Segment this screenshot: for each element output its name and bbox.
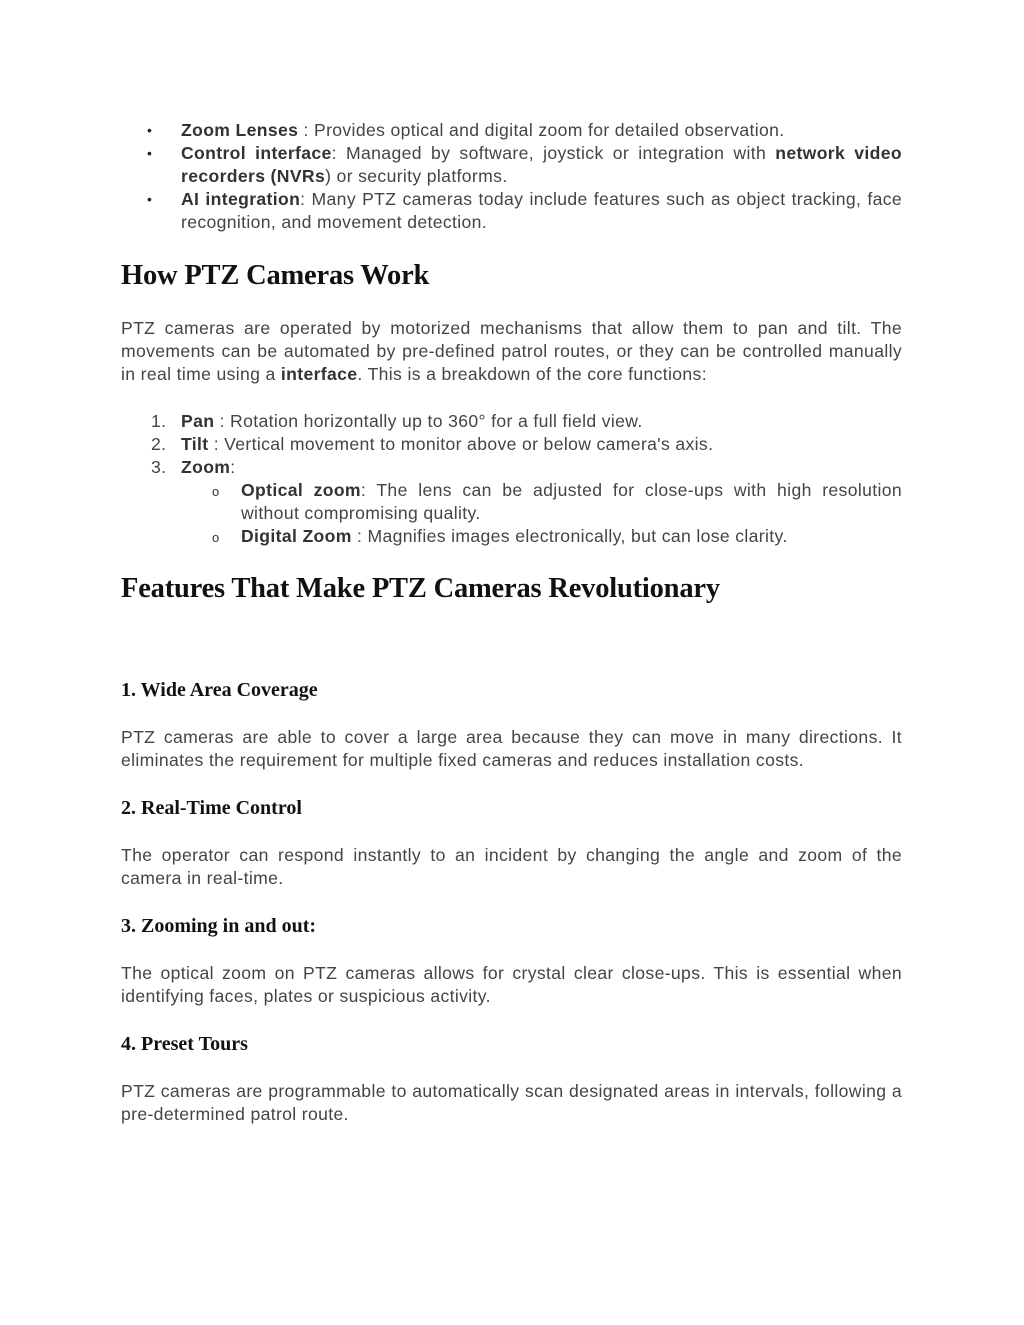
bullet-text: : Managed by software, joystick or integration with [331, 143, 776, 163]
feature-heading-real-time: 2. Real-Time Control [121, 797, 302, 819]
list-text: : Rotation horizontally up to 360° for a full field view. [214, 411, 643, 431]
core-functions-list [121, 410, 902, 548]
paragraph-strong: interface [280, 364, 358, 384]
bullet-text: : Many PTZ cameras today include features such as object tracking, face recognition, and movement detection. [181, 189, 902, 232]
sub-item-digital-zoom [181, 525, 902, 548]
document-page [121, 119, 902, 1126]
bullet-term: AI integration [181, 189, 301, 209]
circle-bullet-icon: o [212, 484, 220, 499]
bullet-icon: • [147, 145, 153, 161]
section-paragraph [121, 317, 902, 386]
zoom-sub-list [181, 479, 902, 548]
list-text: : Vertical movement to monitor above or below camera's axis. [208, 434, 714, 454]
sub-item-text: : Magnifies images electronically, but can lose clarity. [351, 526, 788, 546]
sub-item-term: Digital Zoom [241, 526, 352, 546]
section-title-features: Features That Make PTZ Cameras Revolutionary [121, 573, 720, 604]
bullet-icon: • [147, 191, 153, 207]
list-item-zoom [121, 456, 902, 548]
feature-heading-zooming: 3. Zooming in and out: [121, 915, 317, 937]
list-number: 1. [151, 411, 167, 431]
bullet-item-ai-integration [121, 188, 902, 234]
bullet-item-zoom-lenses [121, 119, 902, 142]
feature-heading-wide-area: 1. Wide Area Coverage [121, 679, 318, 701]
feature-text-real-time: The operator can respond instantly to an incident by changing the angle and zoom of the camera in real-time. [121, 845, 902, 888]
paragraph-text: PTZ cameras are operated by motorized mechanisms that allow them to pan and tilt. The movements can be automated by pre-defined patrol routes, or they can be controlled manually in real time using a [121, 318, 902, 384]
intro-bullet-list [121, 119, 902, 234]
feature-heading-preset-tours: 4. Preset Tours [121, 1033, 248, 1055]
list-number: 2. [151, 434, 167, 454]
bullet-inline-strong: network video recorders (NVRs [181, 143, 902, 186]
feature-text-wide-area: PTZ cameras are able to cover a large area because they can move in many directions. It eliminates the requirement for multiple fixed cameras and reduces installation costs. [121, 727, 902, 770]
list-text: : [230, 457, 236, 477]
sub-item-text: : The lens can be adjusted for close-ups with high resolution without compromising quality. [241, 480, 902, 523]
list-item-tilt [121, 433, 902, 456]
bullet-item-control-interface [121, 142, 902, 188]
bullet-text-after: ) or security platforms. [325, 166, 508, 186]
feature-text-preset-tours: PTZ cameras are programmable to automatically scan designated areas in intervals, following a pre-determined patrol route. [121, 1081, 902, 1124]
sub-item-optical-zoom [181, 479, 902, 525]
list-number: 3. [151, 457, 167, 477]
bullet-term: Zoom Lenses [181, 120, 299, 140]
list-term: Zoom [181, 457, 231, 477]
section-title-how-ptz-work: How PTZ Cameras Work [121, 260, 430, 291]
circle-bullet-icon: o [212, 530, 220, 545]
bullet-text: : Provides optical and digital zoom for detailed observation. [298, 120, 785, 140]
list-term: Tilt [181, 434, 209, 454]
paragraph-text-after: . This is a breakdown of the core functions: [357, 364, 707, 384]
sub-item-term: Optical zoom [241, 480, 361, 500]
list-item-pan [121, 410, 902, 433]
list-term: Pan [181, 411, 215, 431]
bullet-icon: • [147, 122, 153, 138]
bullet-term: Control interface [181, 143, 332, 163]
feature-text-zooming: The optical zoom on PTZ cameras allows for crystal clear close-ups. This is essential when identifying faces, plates or suspicious activity. [121, 963, 902, 1006]
